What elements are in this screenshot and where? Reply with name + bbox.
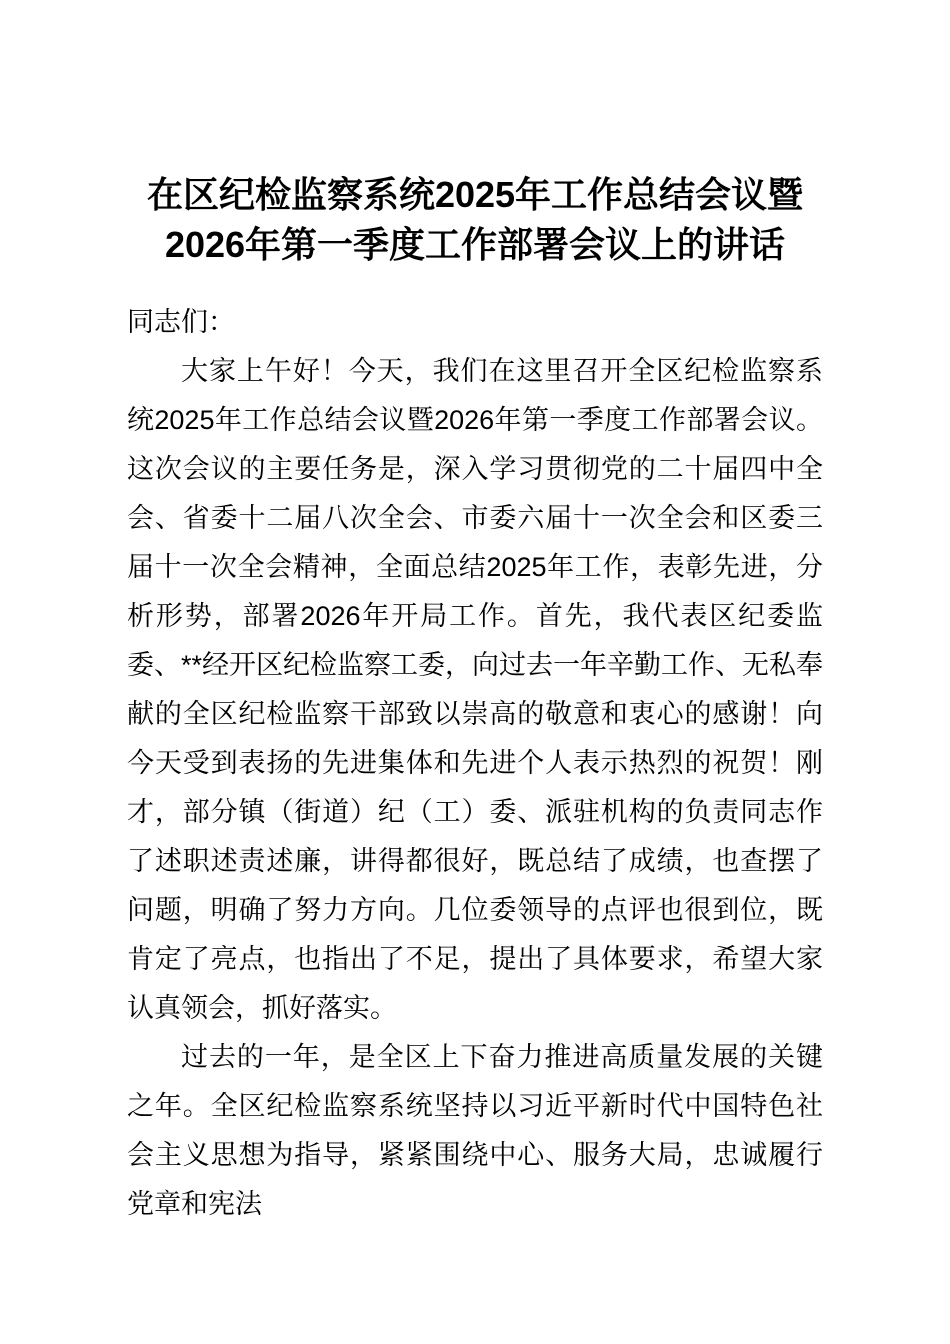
salutation: 同志们： (127, 307, 235, 337)
document-title: 在区纪检监察系统2025年工作总结会议暨2026年第一季度工作部署会议上的讲话 (146, 174, 804, 265)
paragraph-2: 过去的一年，是全区上下奋力推进高质量发展的关键之年。全区纪检监察系统坚持以习近平新时代中国特色社会主义思想为指导，紧紧围绕中心、服务大局，忠诚履行党章和宪法 (127, 1042, 823, 1219)
paragraph-1: 大家上午好！今天，我们在这里召开全区纪检监察系统2025年工作总结会议暨2026年第一季度工作部署会议。这次会议的主要任务是，深入学习贯彻党的二十届四中全会、省委十二届八次全会、市委六届十一次全会和区委三届十一次全会精神，全面总结2025年工作，表彰先进，分析形势，部署2026年开局工作。首先，我代表区纪委监委、**经开区纪检监察工委，向过去一年辛勤工作、无私奉献的全区纪检监察干部致以崇高的敬意和衷心的感谢！向今天受到表扬的先进集体和先进个人表示热烈的祝贺！刚才，部分镇（街道）纪（工）委、派驻机构的负责同志作了述职述责述廉，讲得都很好，既总结了成绩，也查摆了问题，明确了努力方向。几位委领导的点评也很到位，既肯定了亮点，也指出了不足，提出了具体要求，希望大家认真领会，抓好落实。 (127, 356, 824, 1023)
document-body (127, 298, 823, 1229)
